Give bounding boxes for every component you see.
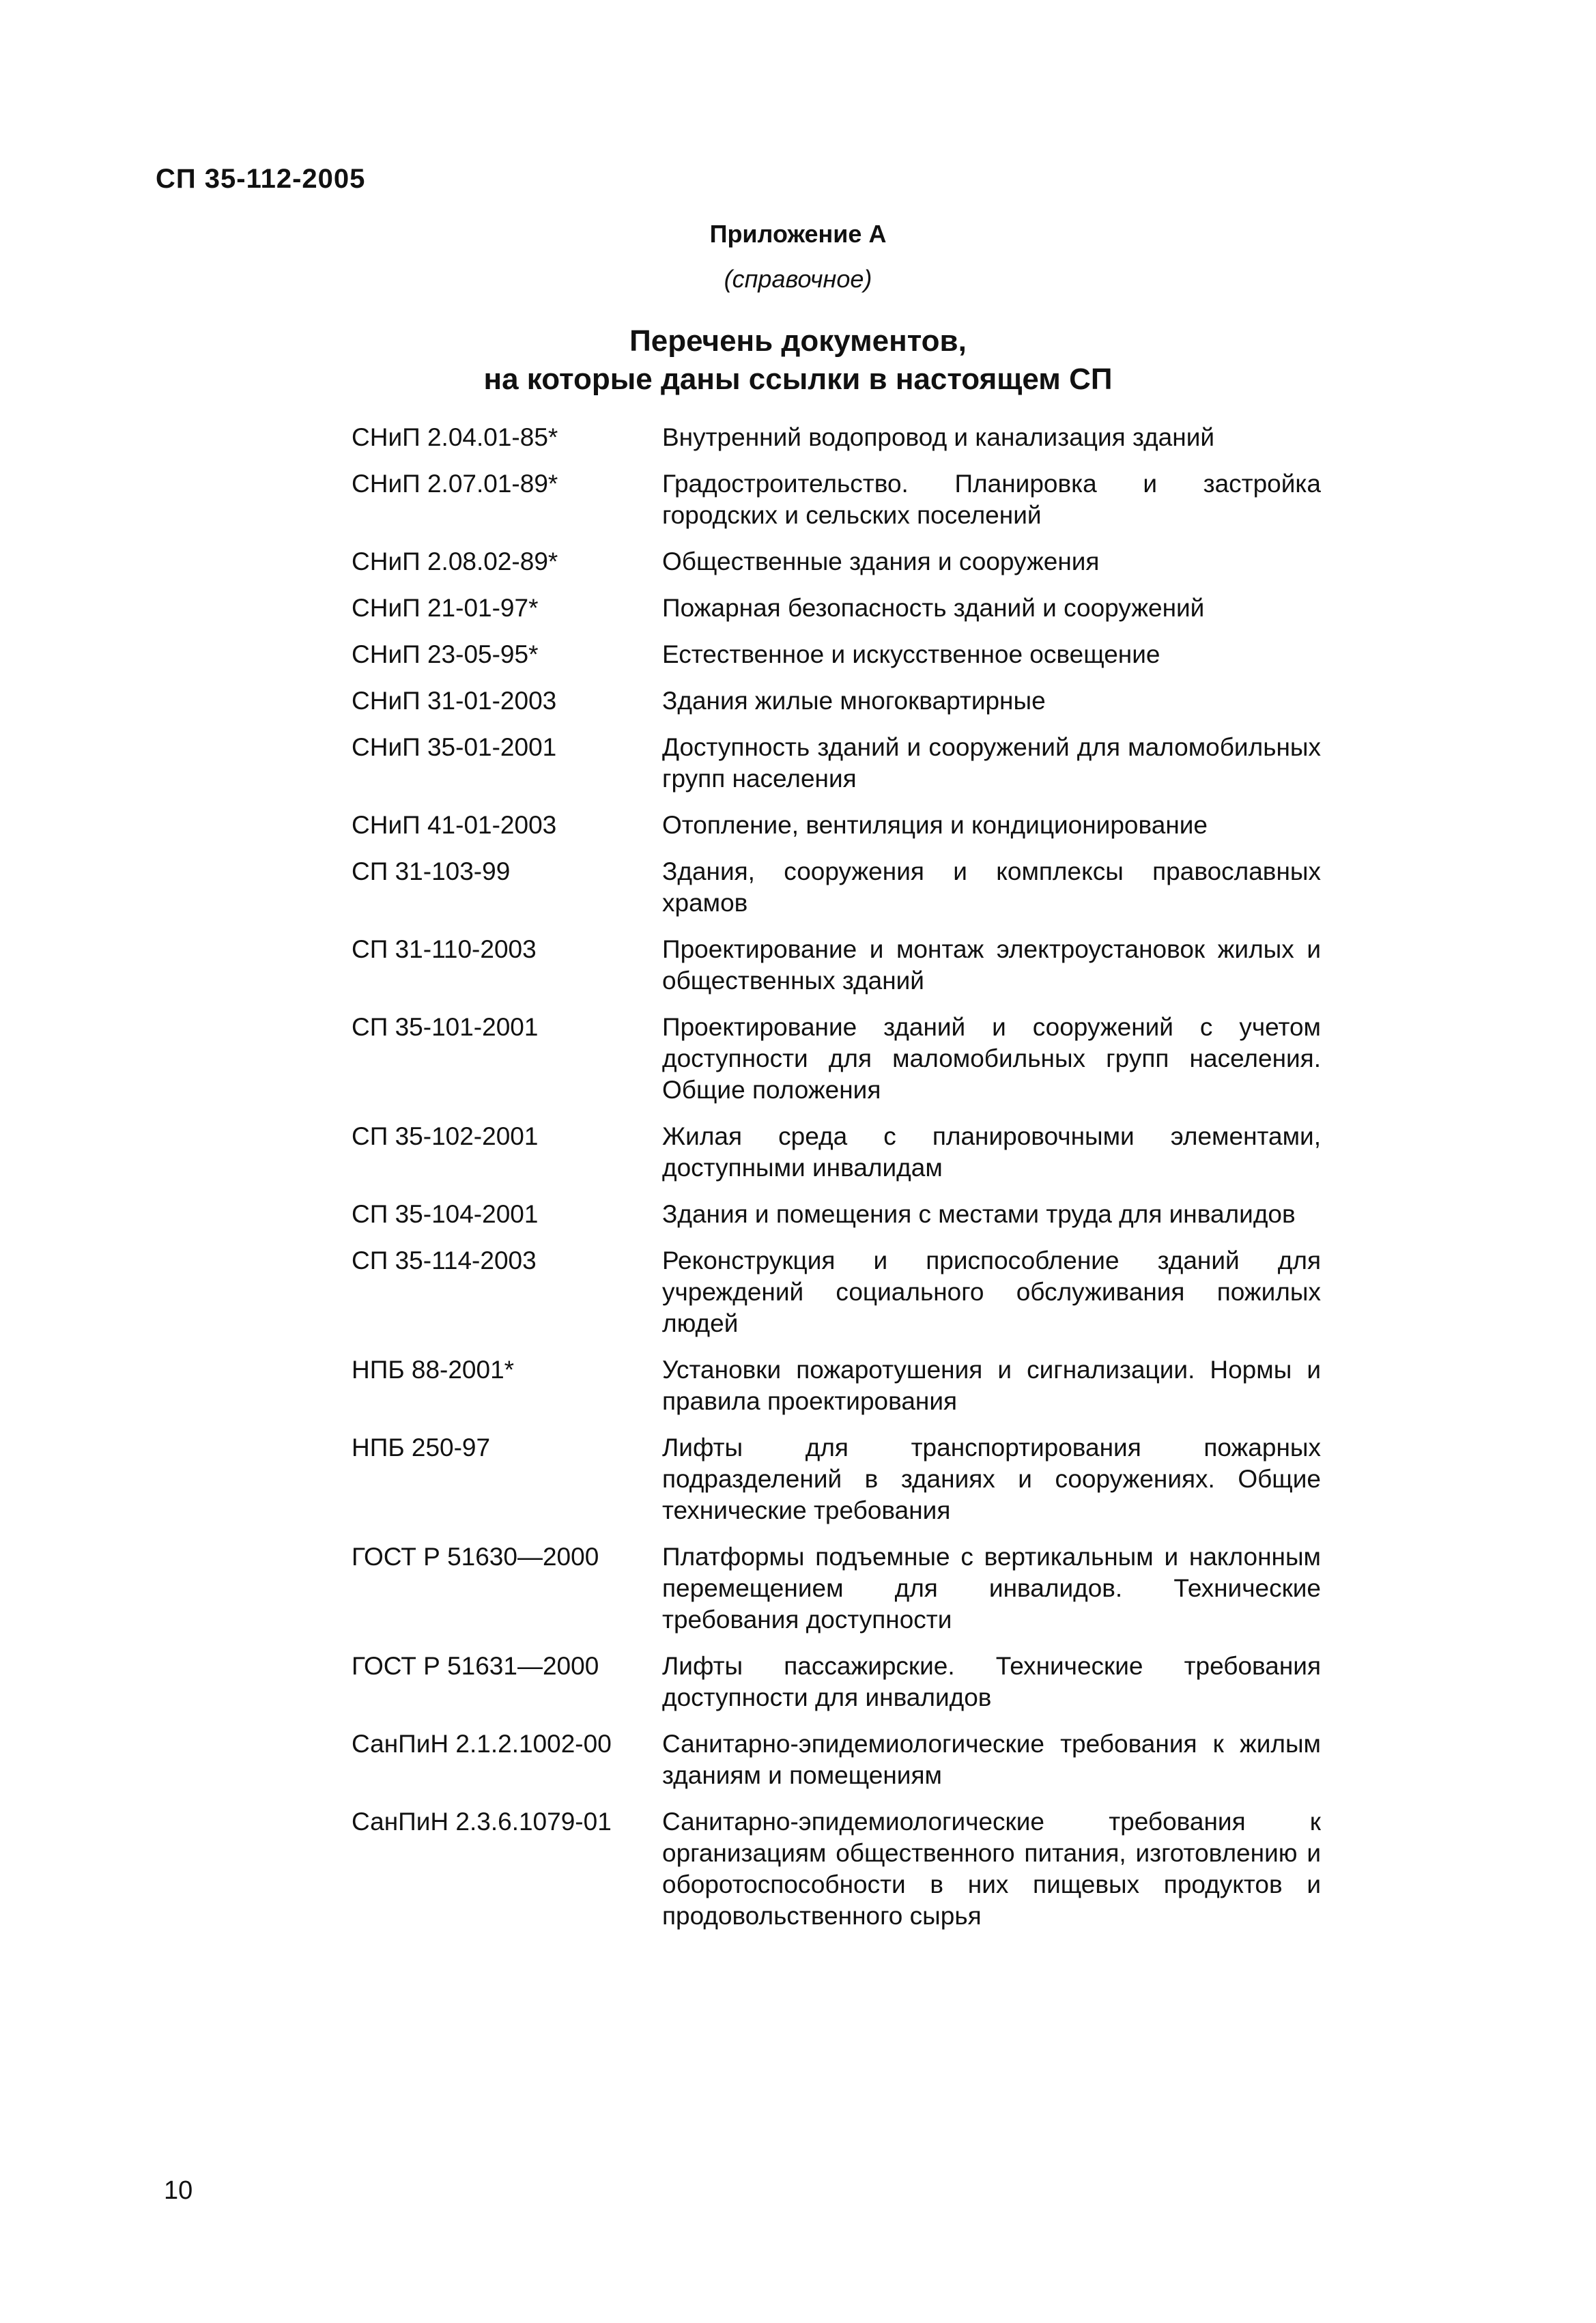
reference-row (352, 1432, 1335, 1526)
reference-title: Естественное и искусственное освещение (662, 640, 1160, 668)
reference-title: Пожарная безопасность зданий и сооружений (662, 594, 1205, 622)
reference-code: СНиП 35-01-2001 (352, 733, 557, 761)
reference-code: СНиП 31-01-2003 (352, 687, 557, 715)
reference-row (352, 732, 1335, 795)
reference-row (352, 685, 1335, 717)
reference-title: Санитарно-эпидемиологические требования к организациям общественного питания, изготовлению и оборотоспособности в них пищевых продуктов и продовольственного сырья (662, 1808, 1321, 1930)
reference-row (352, 1541, 1335, 1636)
reference-code: СНиП 2.07.01-89* (352, 470, 558, 498)
reference-code: СанПиН 2.1.2.1002-00 (352, 1730, 612, 1758)
reference-code: СНиП 21-01-97* (352, 594, 539, 622)
reference-row (352, 468, 1335, 531)
reference-title: Проектирование и монтаж электроустановок жилых и общественных зданий (662, 935, 1321, 995)
references-heading-line-1: Перечень документов, (629, 324, 967, 358)
reference-title: Отопление, вентиляция и кондиционирование (662, 811, 1208, 839)
reference-row (352, 1199, 1335, 1230)
reference-title: Градостроительство. Планировка и застройка городских и сельских поселений (662, 470, 1321, 529)
reference-code: СП 35-114-2003 (352, 1246, 537, 1274)
reference-row (352, 934, 1335, 997)
reference-code: СНиП 41-01-2003 (352, 811, 557, 839)
reference-code: СП 35-101-2001 (352, 1013, 539, 1041)
reference-row (352, 422, 1335, 453)
reference-title: Платформы подъемные с вертикальным и наклонным перемещением для инвалидов. Технические требования доступности (662, 1543, 1321, 1634)
document-code: СП 35-112-2005 (156, 164, 366, 194)
reference-title: Санитарно-эпидемиологические требования к жилым зданиям и помещениям (662, 1730, 1321, 1789)
reference-row (352, 810, 1335, 841)
reference-title: Здания жилые многоквартирные (662, 687, 1046, 715)
reference-code: СП 35-102-2001 (352, 1122, 539, 1150)
reference-code: СНиП 2.08.02-89* (352, 547, 558, 575)
reference-row (352, 1728, 1335, 1791)
reference-title: Реконструкция и приспособление зданий для учреждений социального обслуживания пожилых людей (662, 1246, 1321, 1337)
reference-code: ГОСТ Р 51631—2000 (352, 1652, 599, 1680)
reference-row (352, 593, 1335, 624)
reference-row (352, 1121, 1335, 1184)
reference-title: Проектирование зданий и сооружений с учетом доступности для маломобильных групп населения. Общие положения (662, 1013, 1321, 1104)
reference-title: Лифты пассажирские. Технические требования доступности для инвалидов (662, 1652, 1321, 1711)
reference-code: СП 35-104-2001 (352, 1200, 539, 1228)
references-heading-line-2: на которые даны ссылки в настоящем СП (483, 362, 1113, 396)
reference-title: Жилая среда с планировочными элементами, доступными инвалидам (662, 1122, 1321, 1182)
reference-row (352, 1354, 1335, 1417)
reference-title: Установки пожаротушения и сигнализации. Нормы и правила проектирования (662, 1356, 1321, 1415)
appendix-subtitle: (справочное) (724, 265, 872, 293)
reference-row (352, 1012, 1335, 1106)
appendix-title: Приложение А (709, 220, 887, 248)
reference-title: Доступность зданий и сооружений для маломобильных групп населения (662, 733, 1321, 793)
page-number: 10 (164, 2176, 193, 2205)
reference-title: Внутренний водопровод и канализация зданий (662, 423, 1215, 451)
reference-row (352, 546, 1335, 578)
reference-title: Здания, сооружения и комплексы православных храмов (662, 857, 1321, 917)
reference-row (352, 1245, 1335, 1339)
reference-code: НПБ 88-2001* (352, 1356, 515, 1384)
references-heading (0, 322, 1596, 399)
reference-code: СП 31-110-2003 (352, 935, 537, 963)
reference-code: СНиП 2.04.01-85* (352, 423, 558, 451)
references-list (352, 422, 1335, 1947)
reference-code: СанПиН 2.3.6.1079-01 (352, 1808, 612, 1836)
reference-row (352, 639, 1335, 670)
reference-row (352, 856, 1335, 919)
reference-code: НПБ 250-97 (352, 1434, 491, 1462)
reference-row (352, 1651, 1335, 1713)
reference-title: Общественные здания и сооружения (662, 547, 1100, 575)
reference-row (352, 1806, 1335, 1932)
reference-code: СНиП 23-05-95* (352, 640, 539, 668)
reference-title: Лифты для транспортирования пожарных подразделений в зданиях и сооружениях. Общие технические требования (662, 1434, 1321, 1524)
reference-title: Здания и помещения с местами труда для инвалидов (662, 1200, 1296, 1228)
reference-code: СП 31-103-99 (352, 857, 511, 885)
reference-code: ГОСТ Р 51630—2000 (352, 1543, 599, 1571)
